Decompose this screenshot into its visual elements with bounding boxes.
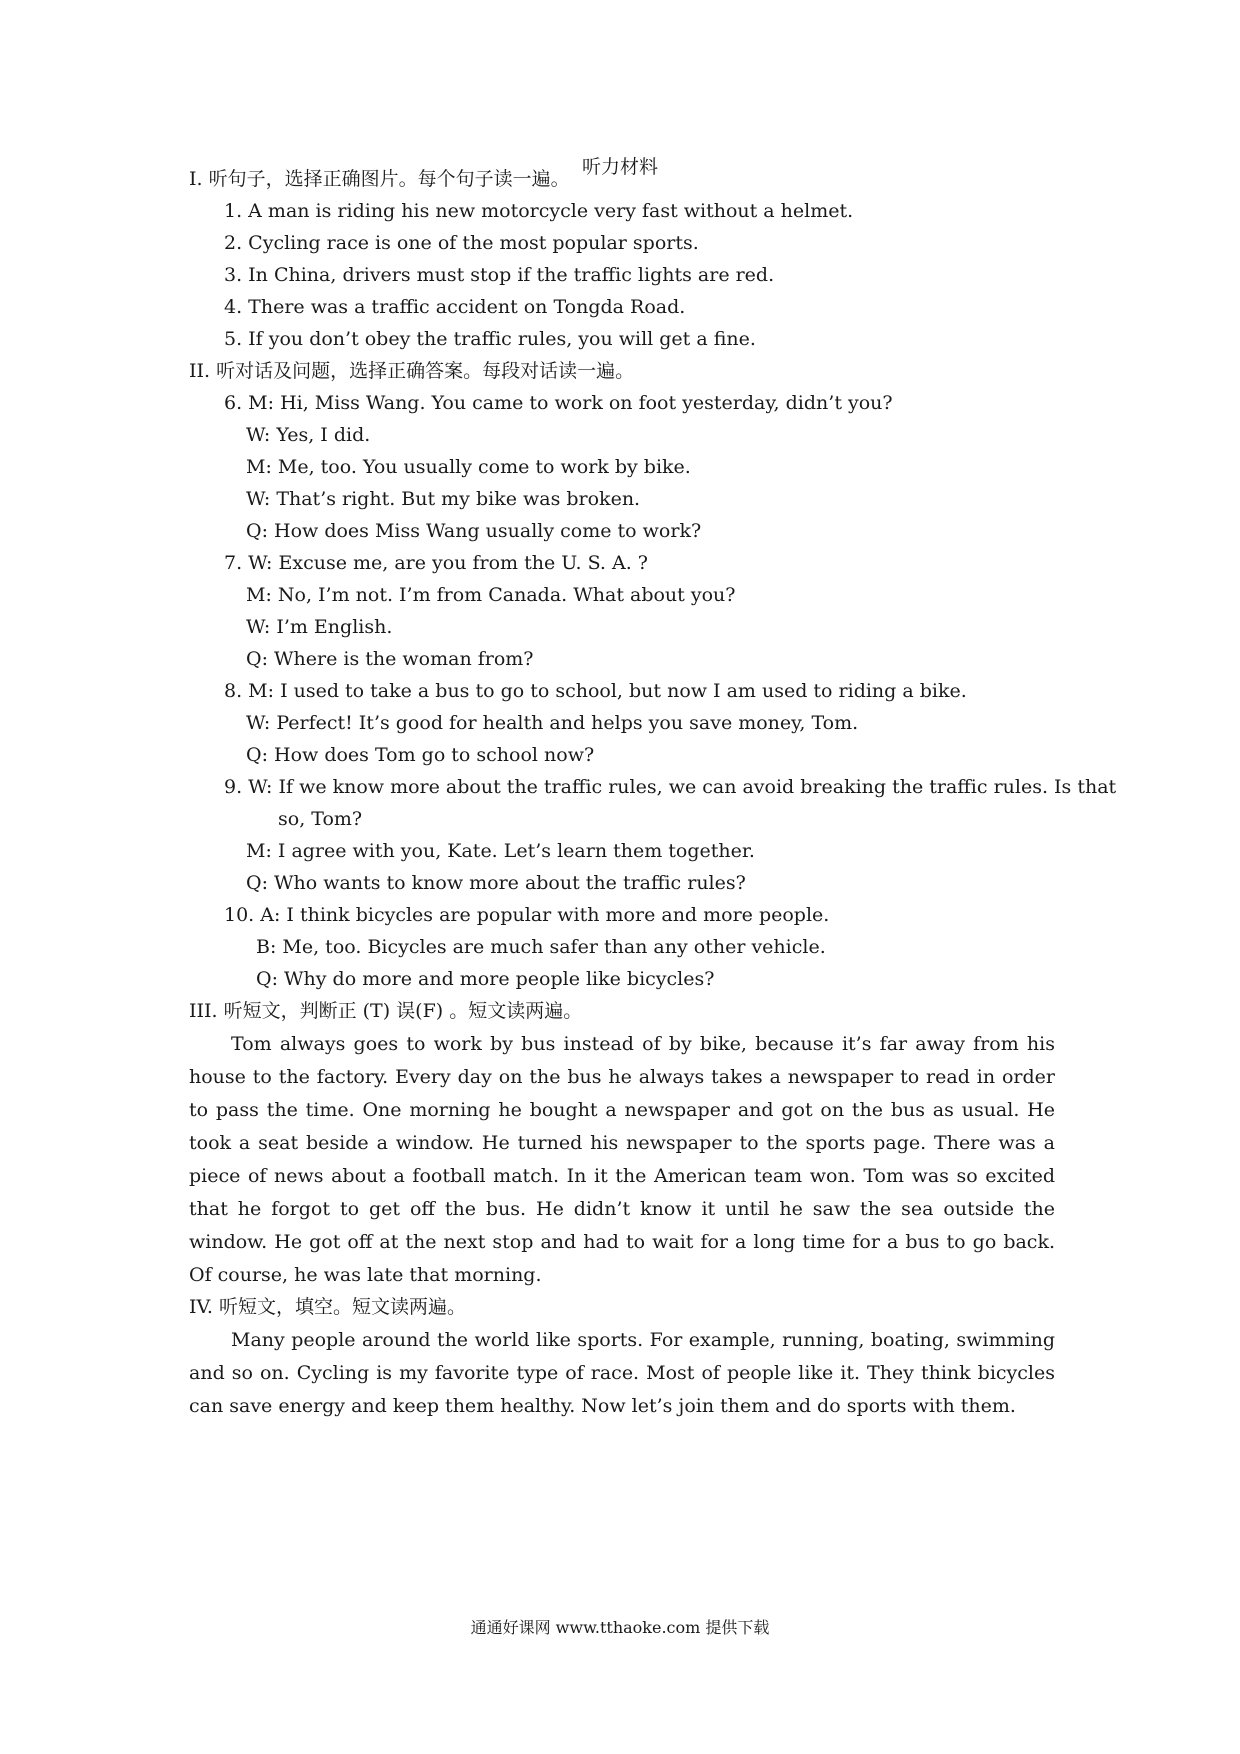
dialogue-6-line-2: W: Yes, I did. (246, 424, 371, 446)
passage-4: Many people around the world like sports. For example, running, boating, swimming and so on. Cycling is my favorite type of race. Most of people like it. They think bicycles can save energy and keep them healthy. Now let’s join them and do sports with them. (189, 1329, 1055, 1417)
dialogue-8-question: Q: How does Tom go to school now? (246, 744, 595, 766)
dialogue-6-line-4: W: That’s right. But my bike was broken. (246, 488, 641, 510)
dialogue-7-line-2: M: No, I’m not. I’m from Canada. What about you? (246, 584, 736, 606)
page-footer: 通通好课网 www.tthaoke.com 提供下载 (470, 1618, 770, 1637)
sentence-1: 1. A man is riding his new motorcycle very fast without a helmet. (224, 200, 854, 222)
sentence-3: 3. In China, drivers must stop if the traffic lights are red. (224, 264, 775, 286)
dialogue-10-question: Q: Why do more and more people like bicycles? (256, 968, 715, 990)
sentence-4: 4. There was a traffic accident on Tongda Road. (224, 296, 686, 318)
dialogue-6-line-3: M: Me, too. You usually come to work by bike. (246, 456, 691, 478)
dialogue-9-line-1-cont: so, Tom? (278, 808, 363, 830)
section-heading-1: I. 听句子，选择正确图片。每个句子读一遍。 (189, 168, 570, 190)
section-heading-4: IV. 听短文，填空。短文读两遍。 (189, 1296, 466, 1318)
dialogue-8-line-2: W: Perfect! It’s good for health and helps you save money, Tom. (246, 712, 859, 734)
page-title: 听力材料 (581, 156, 658, 178)
dialogue-9-line-1: 9. W: If we know more about the traffic rules, we can avoid breaking the traffic rules. Is that (224, 776, 1117, 798)
section-heading-3: III. 听短文，判断正 (T) 误(F) 。短文读两遍。 (189, 1000, 583, 1022)
dialogue-7-question: Q: Where is the woman from? (246, 648, 534, 670)
sentence-2: 2. Cycling race is one of the most popular sports. (224, 232, 699, 254)
dialogue-10-line-1: 10. A: I think bicycles are popular with more and more people. (224, 904, 830, 926)
dialogue-9-line-2: M: I agree with you, Kate. Let’s learn them together. (246, 840, 755, 862)
dialogue-7-line-1: 7. W: Excuse me, are you from the U. S. A. ? (224, 552, 648, 574)
section-heading-2: II. 听对话及问题，选择正确答案。每段对话读一遍。 (189, 360, 635, 382)
dialogue-7-line-3: W: I’m English. (246, 616, 393, 638)
dialogue-10-line-2: B: Me, too. Bicycles are much safer than any other vehicle. (256, 936, 826, 958)
dialogue-9-question: Q: Who wants to know more about the traffic rules? (246, 872, 746, 894)
dialogue-6-question: Q: How does Miss Wang usually come to work? (246, 520, 702, 542)
dialogue-8-line-1: 8. M: I used to take a bus to go to school, but now I am used to riding a bike. (224, 680, 967, 702)
dialogue-6-line-1: 6. M: Hi, Miss Wang. You came to work on foot yesterday, didn’t you? (224, 392, 893, 414)
sentence-5: 5. If you don’t obey the traffic rules, you will get a fine. (224, 328, 756, 350)
passage-3: Tom always goes to work by bus instead of by bike, because it’s far away from his house to the factory. Every day on the bus he always takes a newspaper to read in order to pass the time. One morning he bought a newspaper and got on the bus as usual. He took a seat beside a window. He turned his newspaper to the sports page. There was a piece of news about a football match. In it the American team won. Tom was so excited that he forgot to get off the bus. He didn’t know it until he saw the sea outside the window. He got off at the next stop and had to wait for a long time for a bus to go back. Of course, he was late that morning. (189, 1033, 1055, 1286)
